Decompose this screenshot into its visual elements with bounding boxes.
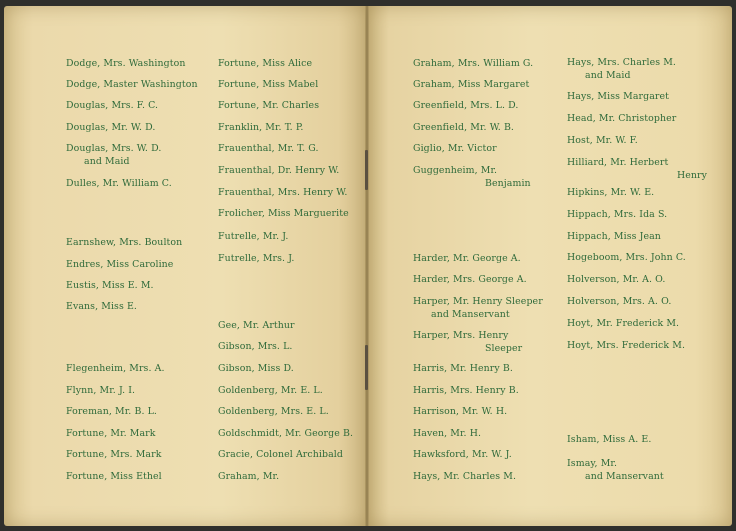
passenger-name: Foreman, Mr. B. L. <box>66 406 158 417</box>
passenger-entry <box>218 319 295 332</box>
passenger-entry <box>66 300 137 313</box>
passenger-name: Hilliard, Mr. Herbert <box>567 157 669 168</box>
passenger-name: Frolicher, Miss Marguerite <box>218 208 349 219</box>
passenger-name: Futrelle, Mrs. J. <box>218 253 295 264</box>
passenger-entry <box>218 470 279 483</box>
passenger-name-continuation: Henry <box>677 170 708 181</box>
passenger-entry <box>567 56 676 82</box>
passenger-entry <box>567 317 679 330</box>
passenger-name: Goldenberg, Mr. E. L. <box>218 385 323 396</box>
passenger-entry <box>567 156 707 182</box>
passenger-entry <box>413 57 533 70</box>
passenger-entry <box>66 427 156 440</box>
passenger-name: Douglas, Mrs. F. C. <box>66 100 159 111</box>
passenger-entry <box>567 112 676 125</box>
passenger-entry <box>218 427 353 440</box>
passenger-name: Hoyt, Mrs. Frederick M. <box>567 340 686 351</box>
passenger-name: Harder, Mrs. George A. <box>413 274 527 285</box>
passenger-name: Hippach, Miss Jean <box>567 231 661 242</box>
passenger-name: Gee, Mr. Arthur <box>218 320 295 331</box>
passenger-entry <box>218 164 339 177</box>
passenger-entry <box>567 339 685 352</box>
passenger-name: Graham, Mrs. William G. <box>413 58 534 69</box>
passenger-entry <box>413 405 507 418</box>
passenger-entry <box>567 251 686 264</box>
passenger-entry <box>413 99 518 112</box>
passenger-entry <box>567 208 667 221</box>
passenger-name: Endres, Miss Caroline <box>66 259 174 270</box>
passenger-name: Dulles, Mr. William C. <box>66 178 172 189</box>
passenger-entry <box>66 121 155 134</box>
passenger-entry <box>218 121 303 134</box>
passenger-entry <box>567 134 638 147</box>
passenger-name: Hawksford, Mr. W. J. <box>413 449 512 460</box>
passenger-entry <box>218 186 347 199</box>
passenger-entry <box>66 279 154 292</box>
passenger-name: Earnshew, Mrs. Boulton <box>66 237 183 248</box>
passenger-name: Harrison, Mr. W. H. <box>413 406 508 417</box>
passenger-entry <box>66 448 161 461</box>
passenger-name: Flegenheim, Mrs. A. <box>66 363 165 374</box>
passenger-entry <box>218 142 319 155</box>
passenger-entry <box>413 121 514 134</box>
passenger-entry <box>218 448 343 461</box>
passenger-entry <box>66 362 165 375</box>
passenger-entry <box>567 230 661 243</box>
passenger-name: Holverson, Mrs. A. O. <box>567 296 672 307</box>
passenger-entry <box>567 295 671 308</box>
passenger-name: Evans, Miss E. <box>66 301 137 312</box>
passenger-name: Holverson, Mr. A. O. <box>567 274 666 285</box>
passenger-name: Fortune, Mr. Charles <box>218 100 320 111</box>
passenger-entry <box>413 295 543 321</box>
passenger-name: Dodge, Mrs. Washington <box>66 58 186 69</box>
passenger-entry <box>413 164 531 190</box>
passenger-name: Isham, Miss A. E. <box>567 434 652 445</box>
passenger-entry <box>218 405 329 418</box>
passenger-name: Fortune, Mrs. Mark <box>66 449 162 460</box>
passenger-entry <box>66 236 182 249</box>
passenger-entry <box>66 99 158 112</box>
passenger-name: Hays, Miss Margaret <box>567 91 669 102</box>
passenger-name: Hogeboom, Mrs. John C. <box>567 252 686 263</box>
passenger-name: Harder, Mr. George A. <box>413 253 521 264</box>
passenger-name: Fortune, Miss Mabel <box>218 79 319 90</box>
passenger-name: Douglas, Mr. W. D. <box>66 122 156 133</box>
passenger-entry <box>567 90 669 103</box>
passenger-entry <box>413 427 481 440</box>
passenger-entry <box>66 258 173 271</box>
passenger-name: Frauenthal, Mrs. Henry W. <box>218 187 348 198</box>
passenger-entry <box>66 384 135 397</box>
passenger-entry <box>218 57 312 70</box>
passenger-name: Gibson, Miss D. <box>218 363 294 374</box>
passenger-entry <box>567 457 664 483</box>
passenger-entry <box>567 433 651 446</box>
passenger-name: Ismay, Mr. <box>567 458 618 469</box>
passenger-entry <box>567 273 665 286</box>
passenger-name-continuation: and Maid <box>84 156 130 167</box>
passenger-name: Gibson, Mrs. L. <box>218 341 293 352</box>
passenger-name-continuation: and Maid <box>585 70 631 81</box>
passenger-name: Haven, Mr. H. <box>413 428 482 439</box>
staple-top <box>365 150 368 190</box>
passenger-name: Fortune, Miss Ethel <box>66 471 162 482</box>
passenger-name: Douglas, Mrs. W. D. <box>66 143 162 154</box>
passenger-name: Harris, Mr. Henry B. <box>413 363 513 374</box>
passenger-name: Hays, Mrs. Charles M. <box>567 57 676 68</box>
passenger-name-continuation: Sleeper <box>485 343 523 354</box>
passenger-name: Head, Mr. Christopher <box>567 113 677 124</box>
passenger-name: Harper, Mr. Henry Sleeper <box>413 296 543 307</box>
passenger-name: Dodge, Master Washington <box>66 79 198 90</box>
passenger-name: Host, Mr. W. F. <box>567 135 638 146</box>
passenger-entry <box>567 186 654 199</box>
passenger-entry <box>413 470 516 483</box>
passenger-name: Harris, Mrs. Henry B. <box>413 385 519 396</box>
passenger-entry <box>413 448 512 461</box>
passenger-entry <box>413 384 519 397</box>
passenger-name: Greenfield, Mrs. L. D. <box>413 100 519 111</box>
passenger-name: Hays, Mr. Charles M. <box>413 471 517 482</box>
passenger-entry <box>413 252 521 265</box>
passenger-entry <box>66 78 198 91</box>
passenger-name: Hoyt, Mr. Frederick M. <box>567 318 680 329</box>
passenger-entry <box>218 340 293 353</box>
staple-bottom <box>365 345 368 390</box>
passenger-name-continuation: and Manservant <box>431 309 510 320</box>
passenger-name: Flynn, Mr. J. I. <box>66 385 136 396</box>
passenger-name: Hippach, Mrs. Ida S. <box>567 209 668 220</box>
passenger-entry <box>66 142 161 168</box>
passenger-name: Graham, Mr. <box>218 471 280 482</box>
passenger-name: Guggenheim, Mr. <box>413 165 498 176</box>
passenger-name-continuation: and Manservant <box>585 471 664 482</box>
passenger-entry <box>66 470 162 483</box>
passenger-entry <box>66 405 157 418</box>
passenger-entry <box>413 273 527 286</box>
passenger-entry <box>218 207 349 220</box>
passenger-name: Greenfield, Mr. W. B. <box>413 122 515 133</box>
passenger-entry <box>66 57 185 70</box>
passenger-name: Harper, Mrs. Henry <box>413 330 509 341</box>
passenger-entry <box>413 362 513 375</box>
passenger-entry <box>413 329 522 355</box>
passenger-name: Frauenthal, Dr. Henry W. <box>218 165 340 176</box>
passenger-entry <box>413 78 529 91</box>
passenger-name: Franklin, Mr. T. P. <box>218 122 304 133</box>
passenger-entry <box>218 252 294 265</box>
passenger-entry <box>218 78 318 91</box>
passenger-entry <box>218 99 319 112</box>
passenger-entry <box>218 362 294 375</box>
passenger-name: Eustis, Miss E. M. <box>66 280 154 291</box>
passenger-name: Goldschmidt, Mr. George B. <box>218 428 354 439</box>
passenger-name: Fortune, Mr. Mark <box>66 428 156 439</box>
passenger-entry <box>218 384 323 397</box>
passenger-entry <box>218 230 288 243</box>
passenger-name: Futrelle, Mr. J. <box>218 231 289 242</box>
passenger-name: Hipkins, Mr. W. E. <box>567 187 655 198</box>
passenger-name: Giglio, Mr. Victor <box>413 143 497 154</box>
passenger-name: Fortune, Miss Alice <box>218 58 313 69</box>
passenger-name-continuation: Benjamin <box>485 178 531 189</box>
passenger-entry <box>66 177 172 190</box>
passenger-name: Frauenthal, Mr. T. G. <box>218 143 319 154</box>
passenger-entry <box>413 142 497 155</box>
passenger-name: Gracie, Colonel Archibald <box>218 449 343 460</box>
center-fold <box>365 6 369 526</box>
passenger-name: Goldenberg, Mrs. E. L. <box>218 406 329 417</box>
passenger-name: Graham, Miss Margaret <box>413 79 530 90</box>
